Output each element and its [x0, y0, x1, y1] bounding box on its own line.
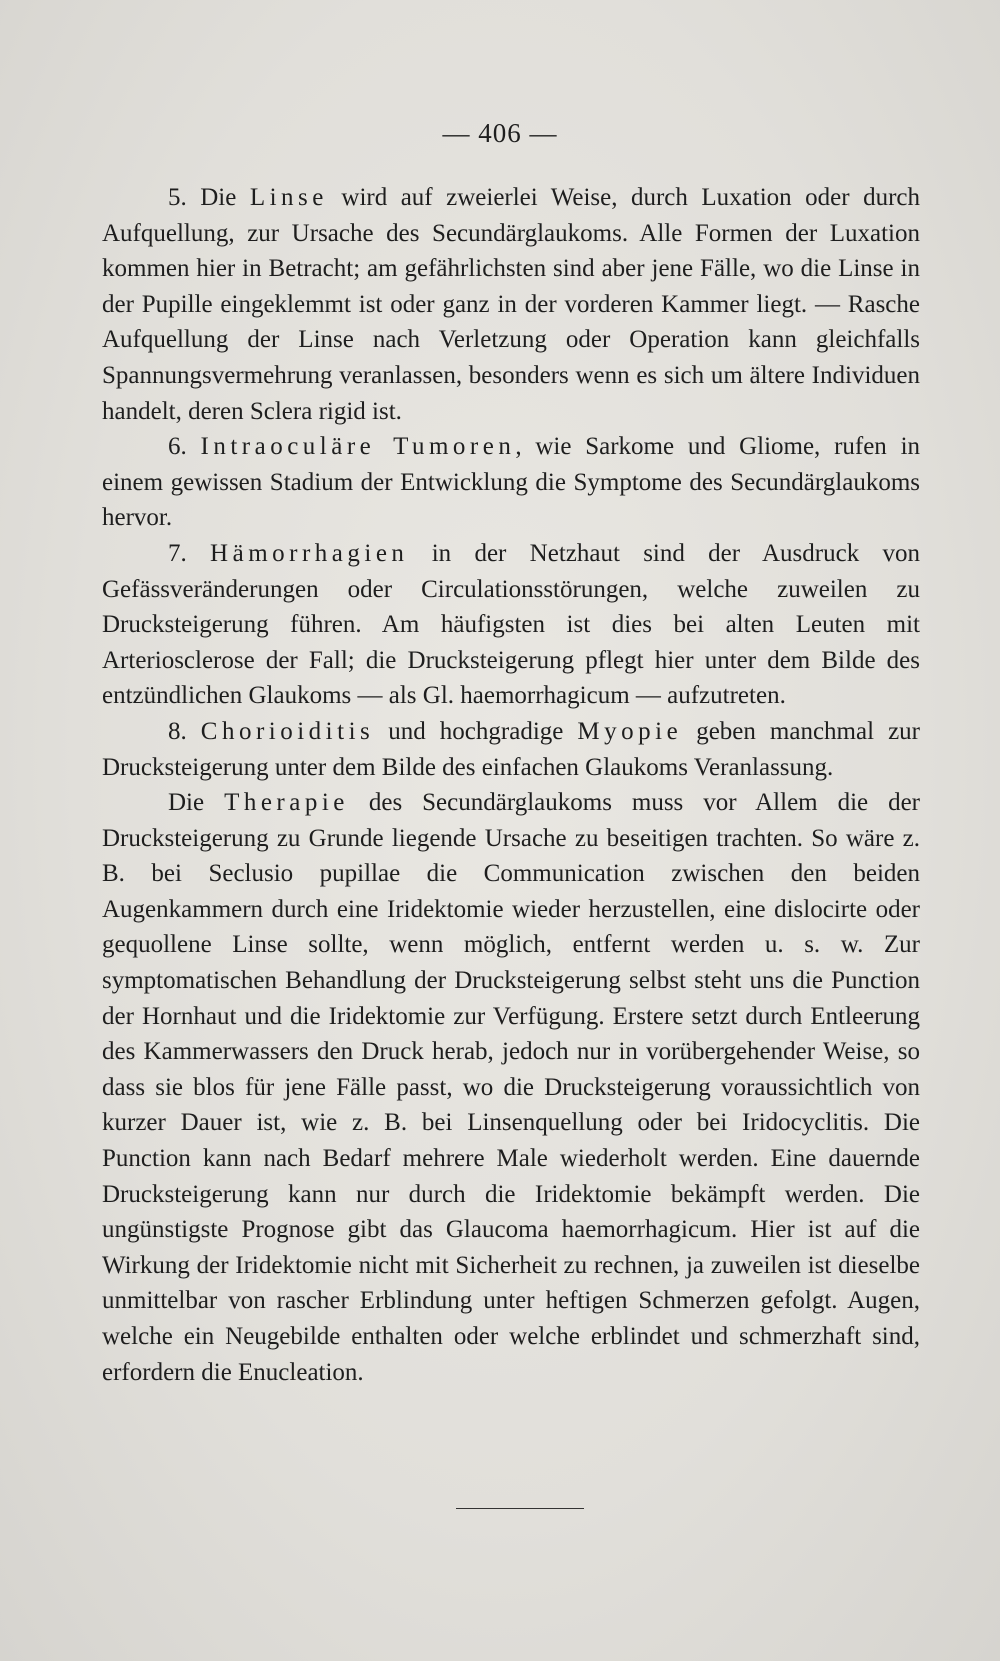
spaced-term: Linse [249, 184, 328, 211]
paragraph-body: geben manchmal zur Drucksteigerung unter dem Bilde des einfachen Glaukoms Veranlassung. [102, 717, 920, 781]
paragraph-body: wird auf zweierlei Weise, durch Luxation oder durch Aufquellung, zur Ursache des Secundärglaukoms. Alle Formen der Luxation kommen hier in Betracht; am gefährlichsten sind aber jene Fälle, wo die Linse in der Pupille eingeklemmt ist oder ganz in der vorderen Kammer liegt. — Rasche Aufquellung der Linse nach Verletzung oder Operation kann gleichfalls Spannungsvermehrung veranlassen, besonders wenn es sich um ältere Individuen handelt, deren Sclera rigid ist. [102, 184, 920, 425]
paragraph-lead: 8. [168, 717, 201, 745]
spaced-term: Chorioiditis [200, 717, 375, 745]
body-text [102, 180, 920, 1390]
paragraph-lead: 6. [168, 433, 201, 461]
paragraph-body: , wie Sarkome und Gliome, rufen in einem gewissen Stadium der Entwicklung die Symptome des Secundärglaukoms hervor. [102, 433, 921, 532]
spaced-term: Myopie [577, 717, 683, 745]
paragraph-tumors [102, 429, 920, 536]
paragraph-mid: und hochgradige [374, 717, 578, 745]
spaced-term: Therapie [224, 789, 349, 817]
section-end-rule [456, 1508, 584, 1509]
spaced-term: Hämorrhagien [210, 539, 409, 567]
spaced-term: Intraoculäre Tumoren [200, 433, 516, 461]
paragraph-lead: Die [168, 789, 225, 817]
paragraph-lens [102, 180, 920, 429]
paragraph-chorioiditis [102, 714, 920, 785]
paragraph-lead: 5. Die [168, 184, 250, 211]
paragraph-lead: 7. [168, 539, 211, 567]
page-number: — 406 — [442, 118, 558, 148]
paragraph-body: in der Netzhaut sind der Ausdruck von Gefässveränderungen oder Circulationsstörungen, welche zuweilen zu Drucksteigerung führen. Am häufigsten ist dies bei alten Leuten mit Arteriosclerose der Fall; die Drucksteigerung pflegt hier unter dem Bilde des entzündlichen Glaukoms — als Gl. haemorrhagicum — aufzutreten. [102, 539, 920, 710]
paragraph-body: des Secundärglaukoms muss vor Allem die der Drucksteigerung zu Grunde liegende Ursache zu beseitigen trachten. So wäre z. B. bei Seclusio pupillae die Communication zwischen den beiden Augenkammern durch eine Iridektomie wieder herzustellen, eine dislocirte oder gequollene Linse sollte, wenn möglich, entfernt werden u. s. w. Zur symptomatischen Behandlung der Drucksteigerung selbst steht uns die Punction der Hornhaut und die Iridektomie zur Verfügung. Erstere setzt durch Entleerung des Kammerwassers den Druck herab, jedoch nur in vorübergehender Weise, so dass sie blos für jene Fälle passt, wo die Drucksteigerung voraussichtlich von kurzer Dauer ist, wie z. B. bei Linsenquellung oder bei Iridocyclitis. Die Punction kann nach Bedarf mehrere Male wiederholt werden. Eine dauernde Drucksteigerung kann nur durch die Iridektomie bekämpft werden. Die ungünstigste Prognose gibt das Glaucoma haemorrhagicum. Hier ist auf die Wirkung der Iridektomie nicht mit Sicherheit zu rechnen, ja zuweilen ist dieselbe unmittelbar von rascher Erblindung unter heftigen Schmerzen gefolgt. Augen, welche ein Neugebilde enthalten oder welche erblindet und schmerzhaft sind, erfordern die Enucleation. [102, 789, 920, 1386]
paragraph-therapy [102, 785, 920, 1390]
paragraph-hemorrhages [102, 536, 920, 714]
